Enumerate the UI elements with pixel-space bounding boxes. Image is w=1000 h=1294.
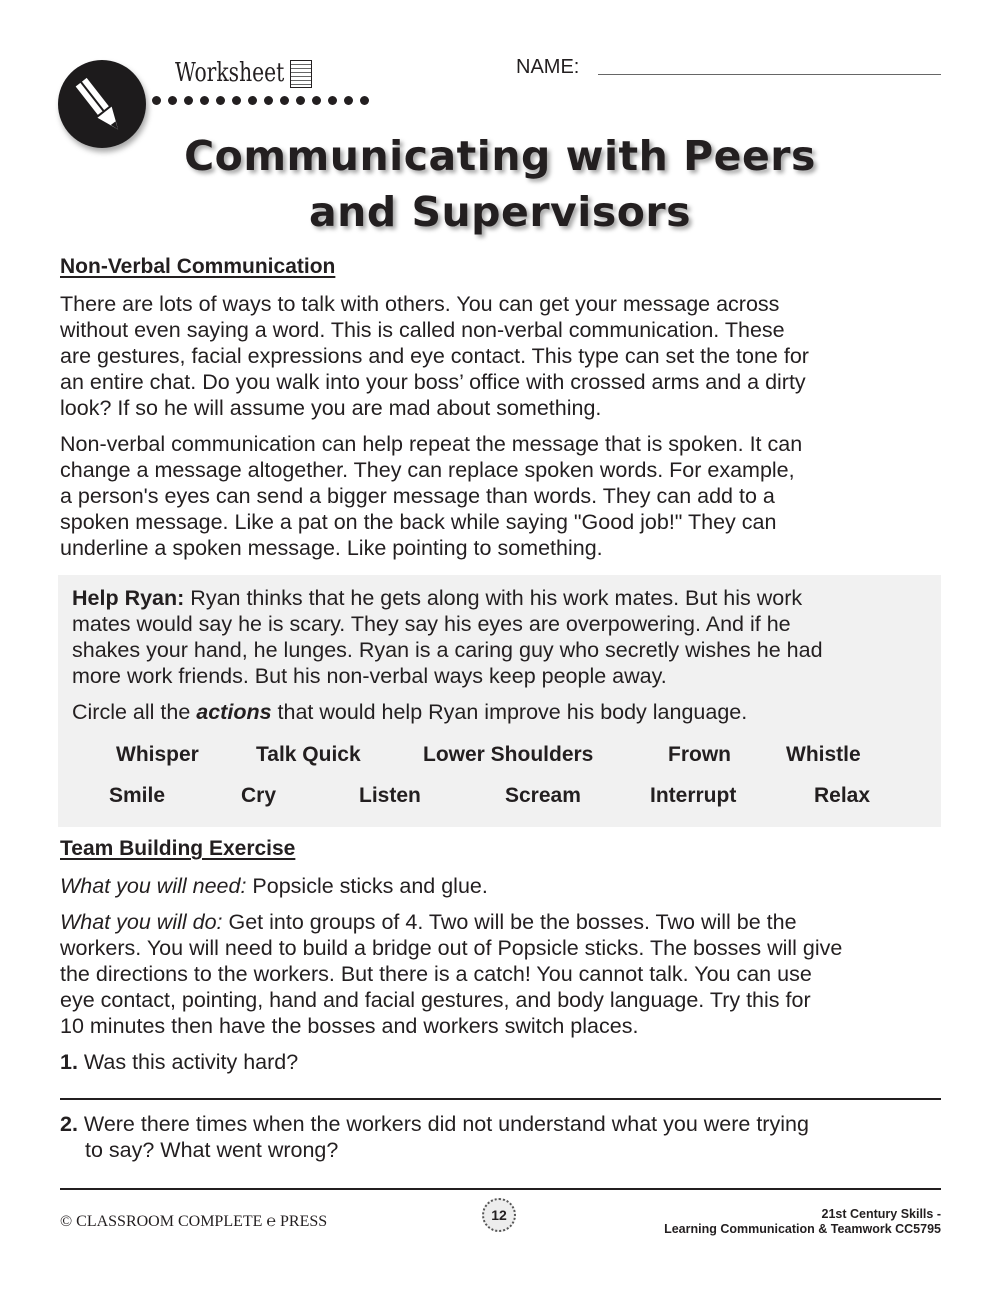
series-title: 21st Century Skills - [821, 1207, 941, 1221]
text-line [60, 909, 940, 935]
text-line: 10 minutes then have the bosses and workers switch places. [60, 1014, 639, 1038]
text-line: Non-verbal communication can help repeat the message that is spoken. It can [60, 432, 803, 456]
text-line [72, 585, 934, 611]
question-number: 2. [60, 1112, 78, 1136]
series-subtitle: Learning Communication & Teamwork CC5795 [664, 1222, 941, 1236]
help-ryan-instruction [72, 699, 934, 725]
word-choice-whistle[interactable]: Whistle [786, 743, 861, 766]
word-choice-smile[interactable]: Smile [109, 784, 166, 807]
nonverbal-paragraph-2 [60, 431, 940, 561]
name-input-line[interactable] [598, 74, 941, 75]
question-number: 1. [60, 1050, 78, 1074]
text-span: Popsicle sticks and glue. [246, 874, 488, 898]
text-line: more work friends. But his non-verbal ways keep people away. [72, 664, 667, 688]
publisher-logo: © CLASSROOM COMPLETE ℮ PRESS [60, 1213, 328, 1230]
question-text: Were there times when the workers did not understand what you were trying [77, 1112, 809, 1136]
word-choice-talk-quick[interactable]: Talk Quick [256, 743, 361, 766]
text-line: underline a spoken message. Like pointing to something. [60, 536, 603, 560]
question-2 [60, 1111, 940, 1163]
text-line: There are lots of ways to talk with others. You can get your message across [60, 292, 780, 316]
text-line: workers. You will need to build a bridge out of Popsicle sticks. The bosses will give [60, 936, 843, 960]
word-choice-scream[interactable]: Scream [505, 784, 581, 807]
text-line: mates would say he is scary. They say his eyes are overpowering. And if he [72, 612, 791, 636]
word-choice-whisper[interactable]: Whisper [116, 743, 199, 766]
word-choice-cry[interactable]: Cry [241, 784, 277, 807]
section-heading-nonverbal: Non-Verbal Communication [60, 255, 336, 278]
word-choice-interrupt[interactable]: Interrupt [650, 784, 737, 807]
text-line: are gestures, facial expressions and eye contact. This type can set the tone for [60, 344, 809, 368]
notepad-icon [290, 60, 312, 88]
word-choice-frown[interactable]: Frown [668, 743, 731, 766]
team-need [60, 873, 940, 899]
nonverbal-paragraph-1 [60, 291, 940, 421]
question-text: Was this activity hard? [77, 1050, 299, 1074]
text-line: the directions to the workers. But there is a catch! You cannot talk. You can use [60, 962, 812, 986]
title-line-1: Communicating with Peers [184, 132, 816, 180]
question-1 [60, 1049, 940, 1075]
worksheet-label: Worksheet [175, 58, 285, 88]
page-number-badge [482, 1198, 516, 1232]
title-line-2: and Supervisors [308, 188, 692, 236]
word-choice-listen[interactable]: Listen [359, 784, 421, 807]
word-choice-relax[interactable]: Relax [814, 784, 871, 807]
footer-divider [60, 1188, 941, 1190]
text-line: shakes your hand, he lunges. Ryan is a caring guy who secretly wishes he had [72, 638, 823, 662]
emphasis-actions: actions [196, 700, 272, 724]
text-span: Ryan thinks that he gets along with his work mates. But his work [184, 586, 803, 610]
text-line: without even saying a word. This is called non-verbal communication. These [60, 318, 785, 342]
help-ryan-paragraph [72, 585, 934, 689]
section-heading-team-building: Team Building Exercise [60, 837, 296, 860]
text-line: look? If so he will assume you are mad about something. [60, 396, 602, 420]
text-line: an entire chat. Do you walk into your boss’ office with crossed arms and a dirty [60, 370, 806, 394]
do-label: What you will do: [60, 910, 223, 934]
text-span: that would help Ryan improve his body language. [271, 700, 748, 724]
help-ryan-label: Help Ryan: [72, 586, 185, 610]
text-span: Circle all the [72, 700, 197, 724]
dotted-divider [152, 96, 369, 105]
answer-line-1[interactable] [60, 1098, 941, 1100]
team-do [60, 909, 940, 1039]
text-line: a person's eyes can send a bigger message than words. They can add to a [60, 484, 775, 508]
text-span: Get into groups of 4. Two will be the bosses. Two will be the [222, 910, 797, 934]
name-label: NAME: [516, 56, 580, 78]
text-line: to say? What went wrong? [85, 1138, 339, 1162]
text-line: spoken message. Like a pat on the back while saying "Good job!" They can [60, 510, 777, 534]
text-line: change a message altogether. They can replace spoken words. For example, [60, 458, 795, 482]
word-choice-lower-shoulders[interactable]: Lower Shoulders [423, 743, 594, 766]
need-label: What you will need: [60, 874, 247, 898]
text-line: eye contact, pointing, hand and facial gestures, and body language. Try this for [60, 988, 811, 1012]
series-info [664, 1207, 941, 1237]
page-title [100, 128, 900, 240]
text-line [60, 1111, 940, 1137]
page-number: 12 [491, 1207, 507, 1223]
